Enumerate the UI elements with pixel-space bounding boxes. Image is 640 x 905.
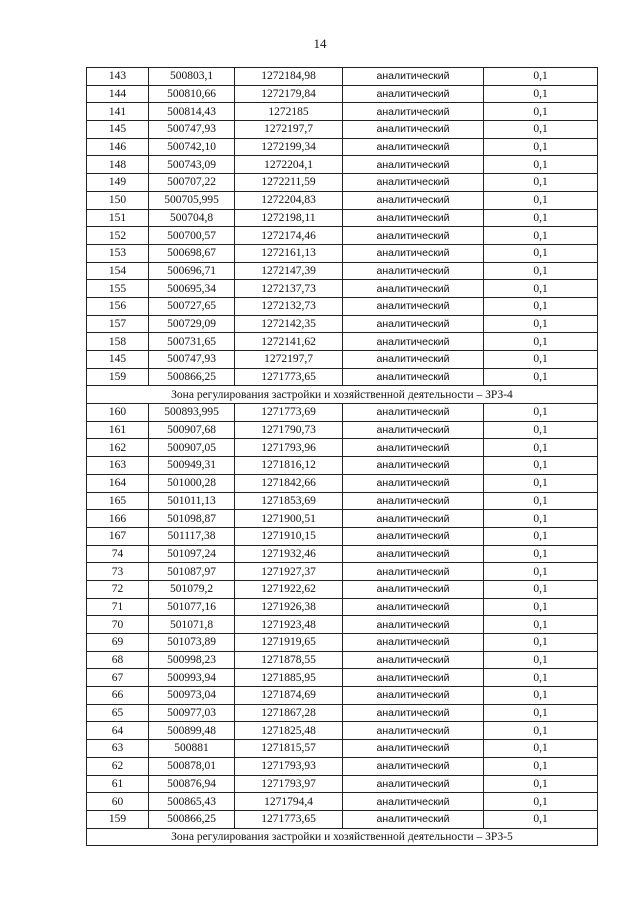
accuracy-cell: 0,1 [484,439,598,457]
point-number-cell: 165 [87,492,149,510]
accuracy-cell: 0,1 [484,616,598,634]
method-cell: аналитический [343,563,484,581]
table-row [87,810,598,828]
table-row [87,775,598,793]
accuracy-cell: 0,1 [484,757,598,775]
y-coordinate-cell: 1271773,65 [235,368,343,386]
y-coordinate-cell: 1271927,37 [235,563,343,581]
accuracy-cell: 0,1 [484,563,598,581]
y-coordinate-cell: 1272161,13 [235,244,343,262]
method-cell: аналитический [343,793,484,811]
x-coordinate-cell: 501079,2 [149,580,235,598]
accuracy-cell: 0,1 [484,351,598,369]
point-number-cell: 158 [87,333,149,351]
x-coordinate-cell: 500907,68 [149,421,235,439]
accuracy-cell: 0,1 [484,598,598,616]
table-row [87,297,598,315]
method-cell: аналитический [343,510,484,528]
y-coordinate-cell: 1271922,62 [235,580,343,598]
table-row [87,191,598,209]
accuracy-cell: 0,1 [484,138,598,156]
x-coordinate-cell: 500865,43 [149,793,235,811]
point-number-cell: 146 [87,138,149,156]
accuracy-cell: 0,1 [484,740,598,758]
accuracy-cell: 0,1 [484,85,598,103]
x-coordinate-cell: 500696,71 [149,262,235,280]
point-number-cell: 156 [87,297,149,315]
table-row [87,616,598,634]
table-row [87,492,598,510]
method-cell: аналитический [343,138,484,156]
table-row [87,280,598,298]
y-coordinate-cell: 1271793,96 [235,439,343,457]
point-number-cell: 141 [87,103,149,121]
accuracy-cell: 0,1 [484,103,598,121]
method-cell: аналитический [343,421,484,439]
method-cell: аналитический [343,85,484,103]
method-cell: аналитический [343,775,484,793]
table-row [87,793,598,811]
x-coordinate-cell: 501097,24 [149,545,235,563]
x-coordinate-cell: 500814,43 [149,103,235,121]
method-cell: аналитический [343,297,484,315]
point-number-cell: 160 [87,404,149,422]
y-coordinate-cell: 1272132,73 [235,297,343,315]
table-row [87,669,598,687]
x-coordinate-cell: 500810,66 [149,85,235,103]
accuracy-cell: 0,1 [484,775,598,793]
table-row [87,651,598,669]
method-cell: аналитический [343,68,484,86]
y-coordinate-cell: 1272179,84 [235,85,343,103]
y-coordinate-cell: 1271816,12 [235,457,343,475]
table-row [87,333,598,351]
y-coordinate-cell: 1272141,62 [235,333,343,351]
method-cell: аналитический [343,616,484,634]
method-cell: аналитический [343,368,484,386]
accuracy-cell: 0,1 [484,810,598,828]
accuracy-cell: 0,1 [484,156,598,174]
y-coordinate-cell: 1271867,28 [235,704,343,722]
method-cell: аналитический [343,687,484,705]
table-row [87,457,598,475]
method-cell: аналитический [343,280,484,298]
accuracy-cell: 0,1 [484,634,598,652]
zone-section-title: Зона регулирования застройки и хозяйственной деятельности – ЗРЗ-4 [87,386,598,404]
x-coordinate-cell: 500876,94 [149,775,235,793]
accuracy-cell: 0,1 [484,244,598,262]
accuracy-cell: 0,1 [484,297,598,315]
x-coordinate-cell: 501117,38 [149,527,235,545]
x-coordinate-cell: 500704,8 [149,209,235,227]
x-coordinate-cell: 500700,57 [149,227,235,245]
method-cell: аналитический [343,669,484,687]
point-number-cell: 153 [87,244,149,262]
method-cell: аналитический [343,121,484,139]
method-cell: аналитический [343,333,484,351]
table-row [87,244,598,262]
method-cell: аналитический [343,209,484,227]
y-coordinate-cell: 1271874,69 [235,687,343,705]
table-row [87,156,598,174]
zone-section-row [87,386,598,404]
point-number-cell: 161 [87,421,149,439]
table-row [87,421,598,439]
table-row [87,704,598,722]
table-row [87,687,598,705]
y-coordinate-cell: 1271885,95 [235,669,343,687]
accuracy-cell: 0,1 [484,492,598,510]
x-coordinate-cell: 500977,03 [149,704,235,722]
x-coordinate-cell: 500742,10 [149,138,235,156]
y-coordinate-cell: 1272197,7 [235,121,343,139]
point-number-cell: 149 [87,174,149,192]
point-number-cell: 70 [87,616,149,634]
zone-section-title: Зона регулирования застройки и хозяйственной деятельности – ЗРЗ-5 [87,828,598,846]
method-cell: аналитический [343,191,484,209]
accuracy-cell: 0,1 [484,262,598,280]
x-coordinate-cell: 500866,25 [149,810,235,828]
x-coordinate-cell: 500695,34 [149,280,235,298]
method-cell: аналитический [343,315,484,333]
y-coordinate-cell: 1271910,15 [235,527,343,545]
y-coordinate-cell: 1271815,57 [235,740,343,758]
accuracy-cell: 0,1 [484,669,598,687]
y-coordinate-cell: 1271793,93 [235,757,343,775]
table-row [87,439,598,457]
method-cell: аналитический [343,103,484,121]
x-coordinate-cell: 500803,1 [149,68,235,86]
x-coordinate-cell: 501000,28 [149,474,235,492]
y-coordinate-cell: 1272147,39 [235,262,343,280]
y-coordinate-cell: 1271825,48 [235,722,343,740]
table-row [87,634,598,652]
point-number-cell: 162 [87,439,149,457]
accuracy-cell: 0,1 [484,704,598,722]
table-row [87,227,598,245]
x-coordinate-cell: 501073,89 [149,634,235,652]
accuracy-cell: 0,1 [484,368,598,386]
method-cell: аналитический [343,545,484,563]
point-number-cell: 163 [87,457,149,475]
accuracy-cell: 0,1 [484,527,598,545]
table-row [87,545,598,563]
point-number-cell: 65 [87,704,149,722]
point-number-cell: 150 [87,191,149,209]
point-number-cell: 167 [87,527,149,545]
accuracy-cell: 0,1 [484,510,598,528]
y-coordinate-cell: 1272174,46 [235,227,343,245]
table-row [87,315,598,333]
coordinates-table-body [87,68,598,846]
method-cell: аналитический [343,651,484,669]
method-cell: аналитический [343,722,484,740]
accuracy-cell: 0,1 [484,280,598,298]
table-row [87,404,598,422]
table-row [87,510,598,528]
point-number-cell: 166 [87,510,149,528]
x-coordinate-cell: 500893,995 [149,404,235,422]
y-coordinate-cell: 1271919,65 [235,634,343,652]
x-coordinate-cell: 500729,09 [149,315,235,333]
point-number-cell: 61 [87,775,149,793]
point-number-cell: 67 [87,669,149,687]
y-coordinate-cell: 1272197,7 [235,351,343,369]
point-number-cell: 64 [87,722,149,740]
point-number-cell: 60 [87,793,149,811]
y-coordinate-cell: 1272137,73 [235,280,343,298]
y-coordinate-cell: 1271926,38 [235,598,343,616]
accuracy-cell: 0,1 [484,793,598,811]
table-row [87,351,598,369]
point-number-cell: 66 [87,687,149,705]
x-coordinate-cell: 500878,01 [149,757,235,775]
accuracy-cell: 0,1 [484,687,598,705]
y-coordinate-cell: 1272185 [235,103,343,121]
table-row [87,722,598,740]
method-cell: аналитический [343,156,484,174]
accuracy-cell: 0,1 [484,421,598,439]
y-coordinate-cell: 1271853,69 [235,492,343,510]
zone-section-row [87,828,598,846]
table-row [87,563,598,581]
x-coordinate-cell: 500731,65 [149,333,235,351]
x-coordinate-cell: 500973,04 [149,687,235,705]
method-cell: аналитический [343,404,484,422]
point-number-cell: 145 [87,121,149,139]
x-coordinate-cell: 501077,16 [149,598,235,616]
accuracy-cell: 0,1 [484,722,598,740]
x-coordinate-cell: 501071,8 [149,616,235,634]
point-number-cell: 74 [87,545,149,563]
method-cell: аналитический [343,227,484,245]
point-number-cell: 155 [87,280,149,298]
point-number-cell: 63 [87,740,149,758]
table-row [87,368,598,386]
table-row [87,85,598,103]
method-cell: аналитический [343,634,484,652]
accuracy-cell: 0,1 [484,227,598,245]
x-coordinate-cell: 500949,31 [149,457,235,475]
table-row [87,527,598,545]
table-row [87,740,598,758]
x-coordinate-cell: 501098,87 [149,510,235,528]
y-coordinate-cell: 1271773,65 [235,810,343,828]
accuracy-cell: 0,1 [484,545,598,563]
method-cell: аналитический [343,492,484,510]
point-number-cell: 69 [87,634,149,652]
y-coordinate-cell: 1271793,97 [235,775,343,793]
method-cell: аналитический [343,740,484,758]
table-row [87,598,598,616]
point-number-cell: 159 [87,810,149,828]
point-number-cell: 62 [87,757,149,775]
x-coordinate-cell: 501087,97 [149,563,235,581]
x-coordinate-cell: 500743,09 [149,156,235,174]
point-number-cell: 143 [87,68,149,86]
accuracy-cell: 0,1 [484,315,598,333]
point-number-cell: 71 [87,598,149,616]
point-number-cell: 72 [87,580,149,598]
accuracy-cell: 0,1 [484,457,598,475]
x-coordinate-cell: 500747,93 [149,121,235,139]
method-cell: аналитический [343,580,484,598]
x-coordinate-cell: 500881 [149,740,235,758]
point-number-cell: 159 [87,368,149,386]
accuracy-cell: 0,1 [484,651,598,669]
x-coordinate-cell: 500727,65 [149,297,235,315]
y-coordinate-cell: 1272204,83 [235,191,343,209]
table-row [87,474,598,492]
method-cell: аналитический [343,704,484,722]
table-row [87,209,598,227]
table-row [87,138,598,156]
page-number: 14 [313,36,327,51]
point-number-cell: 152 [87,227,149,245]
point-number-cell: 157 [87,315,149,333]
method-cell: аналитический [343,439,484,457]
x-coordinate-cell: 500707,22 [149,174,235,192]
y-coordinate-cell: 1271923,48 [235,616,343,634]
y-coordinate-cell: 1271773,69 [235,404,343,422]
point-number-cell: 73 [87,563,149,581]
x-coordinate-cell: 500998,23 [149,651,235,669]
y-coordinate-cell: 1271842,66 [235,474,343,492]
accuracy-cell: 0,1 [484,580,598,598]
table-row [87,580,598,598]
x-coordinate-cell: 501011,13 [149,492,235,510]
x-coordinate-cell: 500993,94 [149,669,235,687]
table-row [87,262,598,280]
method-cell: аналитический [343,174,484,192]
y-coordinate-cell: 1271790,73 [235,421,343,439]
table-row [87,174,598,192]
point-number-cell: 144 [87,85,149,103]
coordinates-table [86,67,598,846]
table-row [87,757,598,775]
y-coordinate-cell: 1271900,51 [235,510,343,528]
point-number-cell: 154 [87,262,149,280]
x-coordinate-cell: 500866,25 [149,368,235,386]
method-cell: аналитический [343,244,484,262]
method-cell: аналитический [343,457,484,475]
x-coordinate-cell: 500705,995 [149,191,235,209]
accuracy-cell: 0,1 [484,121,598,139]
point-number-cell: 164 [87,474,149,492]
x-coordinate-cell: 500907,05 [149,439,235,457]
table-row [87,103,598,121]
x-coordinate-cell: 500747,93 [149,351,235,369]
accuracy-cell: 0,1 [484,68,598,86]
method-cell: аналитический [343,474,484,492]
y-coordinate-cell: 1271932,46 [235,545,343,563]
method-cell: аналитический [343,810,484,828]
accuracy-cell: 0,1 [484,333,598,351]
accuracy-cell: 0,1 [484,174,598,192]
accuracy-cell: 0,1 [484,191,598,209]
y-coordinate-cell: 1272184,98 [235,68,343,86]
method-cell: аналитический [343,262,484,280]
y-coordinate-cell: 1272198,11 [235,209,343,227]
point-number-cell: 148 [87,156,149,174]
y-coordinate-cell: 1272211,59 [235,174,343,192]
table-row [87,121,598,139]
x-coordinate-cell: 500698,67 [149,244,235,262]
method-cell: аналитический [343,757,484,775]
method-cell: аналитический [343,527,484,545]
accuracy-cell: 0,1 [484,209,598,227]
y-coordinate-cell: 1272204,1 [235,156,343,174]
method-cell: аналитический [343,351,484,369]
table-row [87,68,598,86]
y-coordinate-cell: 1272142,35 [235,315,343,333]
y-coordinate-cell: 1271878,55 [235,651,343,669]
x-coordinate-cell: 500899,48 [149,722,235,740]
y-coordinate-cell: 1272199,34 [235,138,343,156]
accuracy-cell: 0,1 [484,474,598,492]
method-cell: аналитический [343,598,484,616]
point-number-cell: 151 [87,209,149,227]
point-number-cell: 68 [87,651,149,669]
y-coordinate-cell: 1271794,4 [235,793,343,811]
point-number-cell: 145 [87,351,149,369]
accuracy-cell: 0,1 [484,404,598,422]
